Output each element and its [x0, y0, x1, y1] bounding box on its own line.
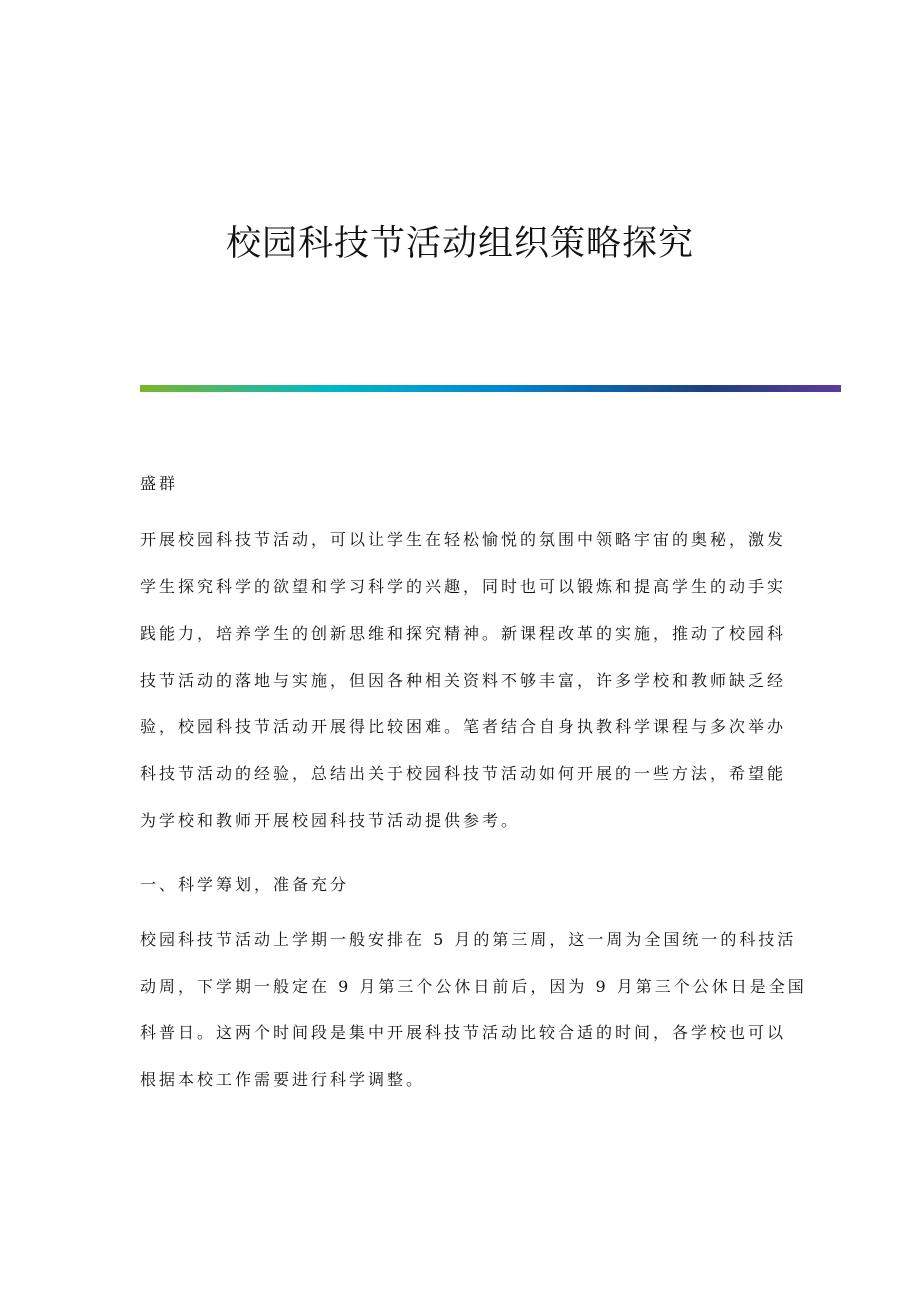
- author: 盛群: [140, 474, 179, 493]
- section-heading: 一、科学筹划，准备充分: [140, 875, 350, 894]
- section-line: 科普日。这两个时间段是集中开展科技节活动比较合适的时间，各学校也可以: [140, 1023, 787, 1042]
- intro-line: 科技节活动的经验，总结出关于校园科技节活动如何开展的一些方法，希望能: [140, 764, 787, 783]
- intro-line: 技节活动的落地与实施，但因各种相关资料不够丰富，许多学校和教师缺乏经: [140, 671, 787, 690]
- gradient-divider: [140, 385, 841, 392]
- intro-line: 验，校园科技节活动开展得比较困难。笔者结合自身执教科学课程与多次举办: [140, 717, 787, 736]
- document-title: 校园科技节活动组织策略探究: [225, 224, 694, 264]
- section-line: 根据本校工作需要进行科学调整。: [140, 1070, 426, 1089]
- intro-line: 践能力，培养学生的创新思维和探究精神。新课程改革的实施，推动了校园科: [140, 624, 787, 643]
- intro-line: 学生探究科学的欲望和学习科学的兴趣，同时也可以锻炼和提高学生的动手实: [140, 577, 787, 596]
- intro-line: 为学校和教师开展校园科技节活动提供参考。: [140, 811, 521, 830]
- intro-line: 开展校园科技节活动，可以让学生在轻松愉悦的氛围中领略宇宙的奥秘，激发: [140, 530, 787, 549]
- section-line: 校园科技节活动上学期一般安排在 5 月的第三周，这一周为全国统一的科技活: [140, 930, 797, 949]
- section-line: 动周，下学期一般定在 9 月第三个公休日前后，因为 9 月第三个公休日是全国: [140, 977, 807, 996]
